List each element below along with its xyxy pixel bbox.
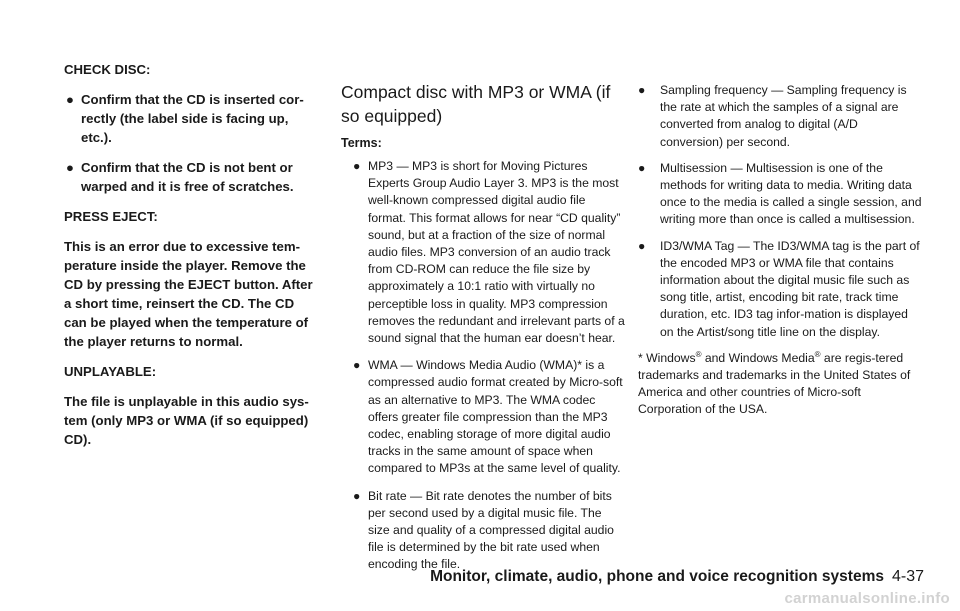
list-item <box>341 488 626 574</box>
registered-mark: ® <box>695 349 702 359</box>
watermark: carmanualsonline.info <box>784 590 950 607</box>
bullet-icon: ● <box>66 160 74 175</box>
bullet-icon: ● <box>66 92 74 107</box>
term-text: Multisession — Multisession is one of the methods for writing data to media. Writing data once to the media is called a single session, and writing more than once is called a multisession. <box>660 160 922 227</box>
term-text: Bit rate — Bit rate denotes the number of bits per second used by a digital music file. The size and quality of a compressed digital audio file is determined by the bit rate used when encoding the file. <box>368 488 614 572</box>
check-item-text: Confirm that the CD is inserted cor-rectly (the label side is facing up, etc.). <box>81 92 304 145</box>
footnote-mid: and Windows Media <box>701 350 815 365</box>
term-text: ID3/WMA Tag — The ID3/WMA tag is the part of the encoded MP3 or WMA file that contains information about the digital music file such as song title, artist, encoding bit rate, track time duration, etc. ID3 tag infor-mation is displayed on the Artist/song title line on the display. <box>660 238 920 339</box>
footnote-rest: are regis-tered trademarks and trademarks in the United States of America and other countries of Micro-soft Corporation of the USA. <box>638 350 911 417</box>
section-title: Monitor, climate, audio, phone and voice recognition systems <box>430 568 884 585</box>
check-disc-heading: CHECK DISC: <box>64 62 151 77</box>
bullet-icon: ● <box>353 488 361 503</box>
term-text: Sampling frequency — Sampling frequency is the rate at which the samples of a signal are converted from analog to digital (A/D conversion) per second. <box>660 83 907 149</box>
terms-continued-column <box>638 82 924 430</box>
mp3-terms-column <box>341 80 626 584</box>
bullet-icon: ● <box>353 358 361 373</box>
troubleshooting-column <box>64 60 320 460</box>
terms-label: Terms: <box>341 136 382 150</box>
footnote-prefix: * Windows <box>638 350 696 365</box>
registered-mark: ® <box>814 349 821 359</box>
unplayable-heading: UNPLAYABLE: <box>64 364 157 379</box>
list-item <box>64 158 320 196</box>
term-text: WMA — Windows Media Audio (WMA)* is a compressed audio format created by Micro-soft as an alternative to MP3. The WMA codec offers greater file compression than the MP3 codec, enabling storage of more digital audio tracks in the same amount of space when compared to MP3s at the same level of quality. <box>368 358 623 476</box>
page-footer <box>430 568 924 586</box>
press-eject-text: This is an error due to excessive tem-perature inside the player. Remove the CD by pressing the EJECT button. After a short time, reinsert the CD. The CD can be played when the temperature of the player returns to normal. <box>64 239 313 349</box>
bullet-icon: ● <box>638 160 646 175</box>
list-item <box>638 160 924 229</box>
section-heading: Compact disc with MP3 or WMA (if so equipped) <box>341 82 611 126</box>
list-item <box>638 238 924 341</box>
check-item-text: Confirm that the CD is not bent or warped and it is free of scratches. <box>81 160 294 194</box>
list-item <box>341 357 626 477</box>
list-item <box>638 82 924 151</box>
press-eject-heading: PRESS EJECT: <box>64 209 158 224</box>
bullet-icon: ● <box>638 238 646 253</box>
trademark-footnote <box>638 350 924 419</box>
unplayable-text: The file is unplayable in this audio sys-tem (only MP3 or WMA (if so equipped) CD). <box>64 394 309 447</box>
page-number: 4-37 <box>891 568 924 585</box>
bullet-icon: ● <box>353 159 361 173</box>
bullet-icon: ● <box>638 83 646 97</box>
list-item <box>64 90 320 147</box>
term-text: MP3 — MP3 is short for Moving Pictures Experts Group Audio Layer 3. MP3 is the most well-known compressed digital audio file format. This format allows for near “CD quality” sound, but at a fraction of the size of normal audio files. MP3 conversion of an audio track from CD-ROM can reduce the file size by approximately a 10:1 ratio with virtually no perceptible loss in quality. MP3 compression removes the redundant and irrelevant parts of a sound signal that the human ear doesn’t hear. <box>368 159 625 346</box>
list-item <box>341 158 626 347</box>
